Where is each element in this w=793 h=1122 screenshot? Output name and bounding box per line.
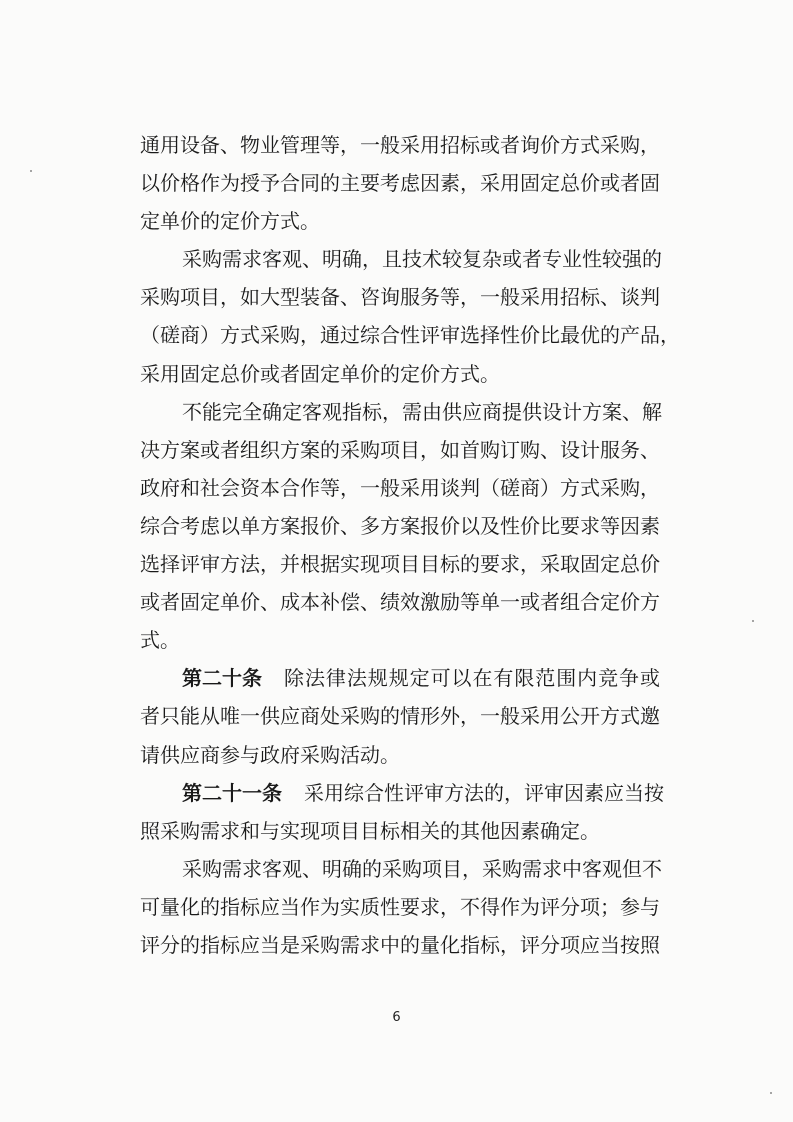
- text-line: 或 者 固 定 单 价 、 成 本 补 偿 、 绩 效 激 励 等 单 一 或 者 组 合 定 价 方: [140, 590, 660, 615]
- text-line: 评 分 的 指 标 应 当 是 采 购 需 求 中 的 量 化 指 标 ， 评 分 项 应 当 按 照: [140, 932, 660, 957]
- article-20-label: 第二十条: [182, 666, 262, 691]
- text-line: 以 价 格 作 为 授 予 合 同 的 主 要 考 虑 因 素 ， 采 用 固 定 总 价 或 者 固: [140, 171, 660, 196]
- scan-speck: [770, 1092, 772, 1094]
- text-line: 不 能 完 全 确 定 客 观 指 标 ， 需 由 供 应 商 提 供 设 计 方 案 、 解: [182, 399, 662, 424]
- text-line: 照采购需求和与实现项目目标相关的其他因素确定。: [140, 818, 600, 843]
- scan-speck: [752, 620, 754, 622]
- article-21-label: 第二十一条: [182, 780, 282, 805]
- article-21-line: [140, 774, 664, 812]
- text-line: 定单价的定价方式。: [140, 209, 320, 234]
- text-line: 选 择 评 审 方 法 ， 并 根 据 实 现 项 目 目 标 的 要 求 ， 采 取 固 定 总 价: [140, 552, 660, 577]
- text-line: 可 量 化 的 指 标 应 当 作 为 实 质 性 要 求 ， 不 得 作 为 评 分 项 ； 参 与: [140, 894, 660, 919]
- text-line: 采用固定总价或者固定单价的定价方式。: [140, 361, 500, 386]
- text-line: 综 合 考 虑 以 单 方 案 报 价 、 多 方 案 报 价 以 及 性 价 比 要 求 等 因 素: [140, 513, 660, 538]
- text-line: 政 府 和 社 会 资 本 合 作 等 ， 一 般 采 用 谈 判 （ 磋 商 ） 方 式 采 购 ，: [140, 475, 660, 500]
- text-line: （ 磋 商 ） 方 式 采 购 ， 通 过 综 合 性 评 审 选 择 性 价 比 最 优 的 产 品 ，: [140, 323, 680, 348]
- article-20-line: [140, 659, 660, 697]
- text-line: 采 购 项 目 ， 如 大 型 装 备 、 咨 询 服 务 等 ， 一 般 采 用 招 标 、 谈 判: [140, 285, 660, 310]
- text-line: 式。: [140, 628, 180, 653]
- text-line: 请供应商参与政府采购活动。: [140, 742, 400, 767]
- text-line: 通 用 设 备 、 物 业 管 理 等 ， 一 般 采 用 招 标 或 者 询 价 方 式 采 购 ，: [140, 133, 660, 157]
- document-body: [140, 126, 680, 964]
- text-line: 决 方 案 或 者 组 织 方 案 的 采 购 项 目 ， 如 首 购 订 购 、 设 计 服 务 、: [140, 437, 660, 462]
- text-line: 采 购 需 求 客 观 、 明 确 的 采 购 项 目 ， 采 购 需 求 中 客 观 但 不: [182, 856, 662, 881]
- scan-speck: [30, 170, 32, 172]
- text-line: 采 购 需 求 客 观 、 明 确 ， 且 技 术 较 复 杂 或 者 专 业 性 较 强 的: [182, 247, 662, 272]
- article-20-text: 除 法 律 法 规 规 定 可 以 在 有 限 范 围 内 竞 争 或: [284, 666, 660, 691]
- text-line: 者 只 能 从 唯 一 供 应 商 处 采 购 的 情 形 外 ， 一 般 采 用 公 开 方 式 邀: [140, 704, 660, 729]
- page-number: 6: [392, 1010, 401, 1025]
- article-21-text: 采 用 综 合 性 评 审 方 法 的 ， 评 审 因 素 应 当 按: [304, 780, 664, 805]
